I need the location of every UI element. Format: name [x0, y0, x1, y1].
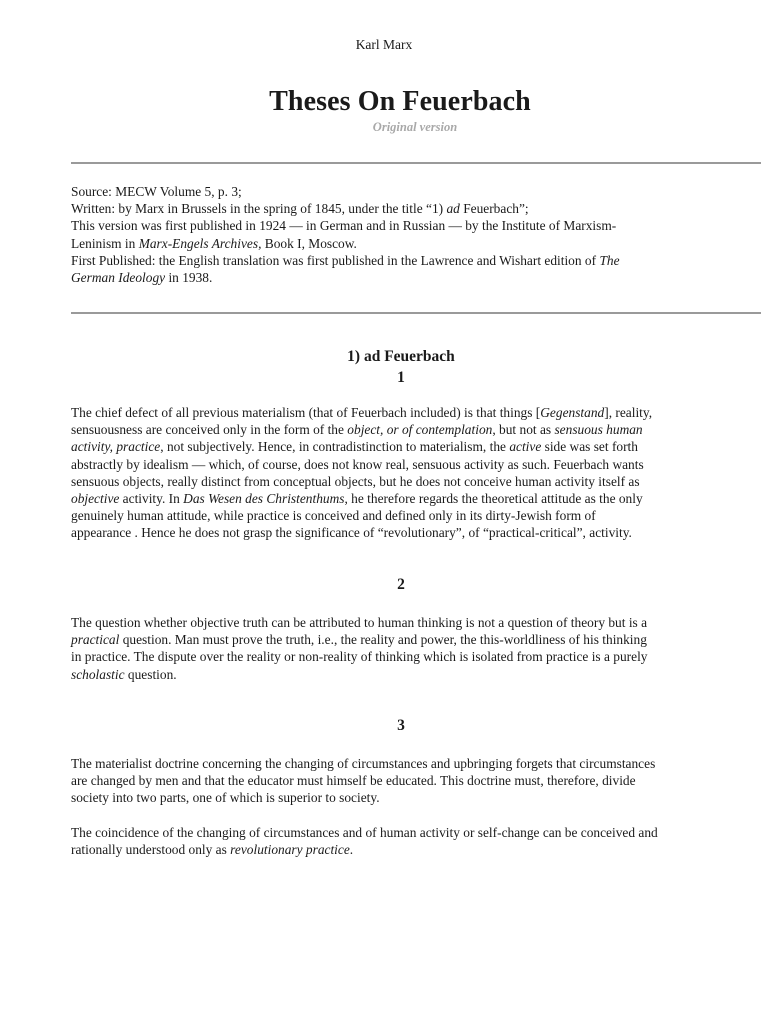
published-line: This version was first published in 1924 — in German and in Russian — by the Institute of Marxism-	[71, 218, 617, 234]
page-title: Theses On Feuerbach	[269, 86, 531, 117]
top-divider	[71, 162, 761, 164]
author-name: Karl Marx	[355, 37, 413, 52]
thesis-3-paragraph-2: The coincidence of the changing of circumstances and of human activity or self-change can be conceived and rationally understood only as revolutionary practice.	[71, 825, 658, 858]
thesis-1-paragraph: The chief defect of all previous materialism (that of Feuerbach included) is that things [Gegenstand], reality, sensuousness are conceived only in the form of the object, or of contemplation, but not as sensuous human activity, practice, not subjectively. Hence, in contradistinction to materialism, the active side was set forth abstractly by idealism — which, of course, does not know real, sensuous activity as such. Feuerbach wants sensuous objects, really distinct from conceptual objects, but he does not conceive human activity itself as objective activity. In Das Wesen des Christenthums, he therefore regards the theoretical attitude as the only genuinely human attitude, while practice is conceived and defined only in its dirty-Jewish form of appearance . Hence he does not grasp the significance of “revolutionary”, of “practical-critical”, activity.	[71, 405, 653, 541]
first-published-line-cont: German Ideology in 1938.	[71, 270, 213, 286]
published-line-cont: Leninism in Marx-Engels Archives, Book I, Moscow.	[71, 235, 357, 251]
first-published-line: First Published: the English translation was first published in the Lawrence and Wishart edition of The	[71, 252, 620, 268]
thesis-2-paragraph: The question whether objective truth can be attributed to human thinking is not a question of theory but is a practical question. Man must prove the truth, i.e., the reality and power, the this-worldliness of his thinking in practice. The dispute over the reality or non-reality of thinking which is isolated from practice is a purely scholastic question.	[71, 615, 648, 682]
thesis-number-1: 1	[397, 369, 405, 386]
source-line: Source: MECW Volume 5, p. 3;	[71, 184, 242, 199]
page-subtitle: Original version	[372, 120, 458, 134]
thesis-3-paragraph-1: The materialist doctrine concerning the changing of circumstances and upbringing forgets that circumstances are changed by men and that the educator must himself be educated. This doctrine must, therefore, divide society into two parts, one of which is superior to society.	[71, 756, 656, 806]
section-heading: 1) ad Feuerbach	[347, 348, 455, 365]
written-line: Written: by Marx in Brussels in the spring of 1845, under the title “1) ad Feuerbach”;	[71, 201, 529, 217]
bottom-divider	[71, 312, 761, 314]
source-info	[71, 183, 735, 286]
thesis-number-3: 3	[397, 717, 405, 734]
thesis-number-2: 2	[397, 576, 405, 593]
